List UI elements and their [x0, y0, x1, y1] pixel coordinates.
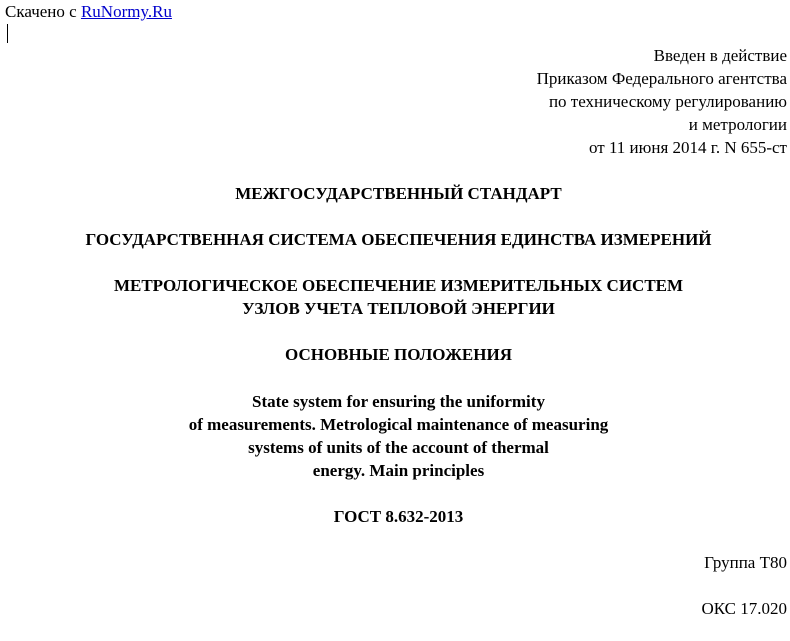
standard-type-heading: МЕЖГОСУДАРСТВЕННЫЙ СТАНДАРТ [235, 184, 562, 203]
document-title [0, 274, 790, 320]
document-title-line: УЗЛОВ УЧЕТА ТЕПЛОВОЙ ЭНЕРГИИ [242, 299, 555, 318]
english-title-line: State system for ensuring the uniformity [252, 392, 545, 411]
source-prefix: Скачено с [5, 2, 81, 21]
enactment-block [537, 44, 787, 159]
source-line [5, 1, 172, 23]
enactment-line: по техническому регулированию [548, 92, 787, 111]
enactment-line: и метрологии [688, 115, 787, 134]
source-link[interactable]: RuNormy.Ru [80, 2, 172, 21]
enactment-line: Приказом Федерального агентства [536, 69, 787, 88]
english-title [0, 390, 790, 482]
english-title-line: energy. Main principles [312, 461, 485, 480]
oks-code: ОКС 17.020 [701, 599, 787, 618]
document-subtitle: ОСНОВНЫЕ ПОЛОЖЕНИЯ [285, 345, 512, 364]
group-code: Группа Т80 [704, 553, 787, 572]
english-title-line: systems of units of the account of thermal [248, 438, 549, 457]
english-title-line: of measurements. Metrological maintenance of measuring [188, 415, 609, 434]
standard-code: ГОСТ 8.632-2013 [333, 507, 464, 526]
enactment-line: от 11 июня 2014 г. N 655-ст [588, 138, 787, 157]
text-cursor [7, 24, 8, 43]
enactment-line: Введен в действие [653, 46, 787, 65]
system-heading: ГОСУДАРСТВЕННАЯ СИСТЕМА ОБЕСПЕЧЕНИЯ ЕДИНСТВА ИЗМЕРЕНИЙ [85, 230, 712, 249]
document-title-line: МЕТРОЛОГИЧЕСКОЕ ОБЕСПЕЧЕНИЕ ИЗМЕРИТЕЛЬНЫХ СИСТЕМ [113, 276, 684, 295]
